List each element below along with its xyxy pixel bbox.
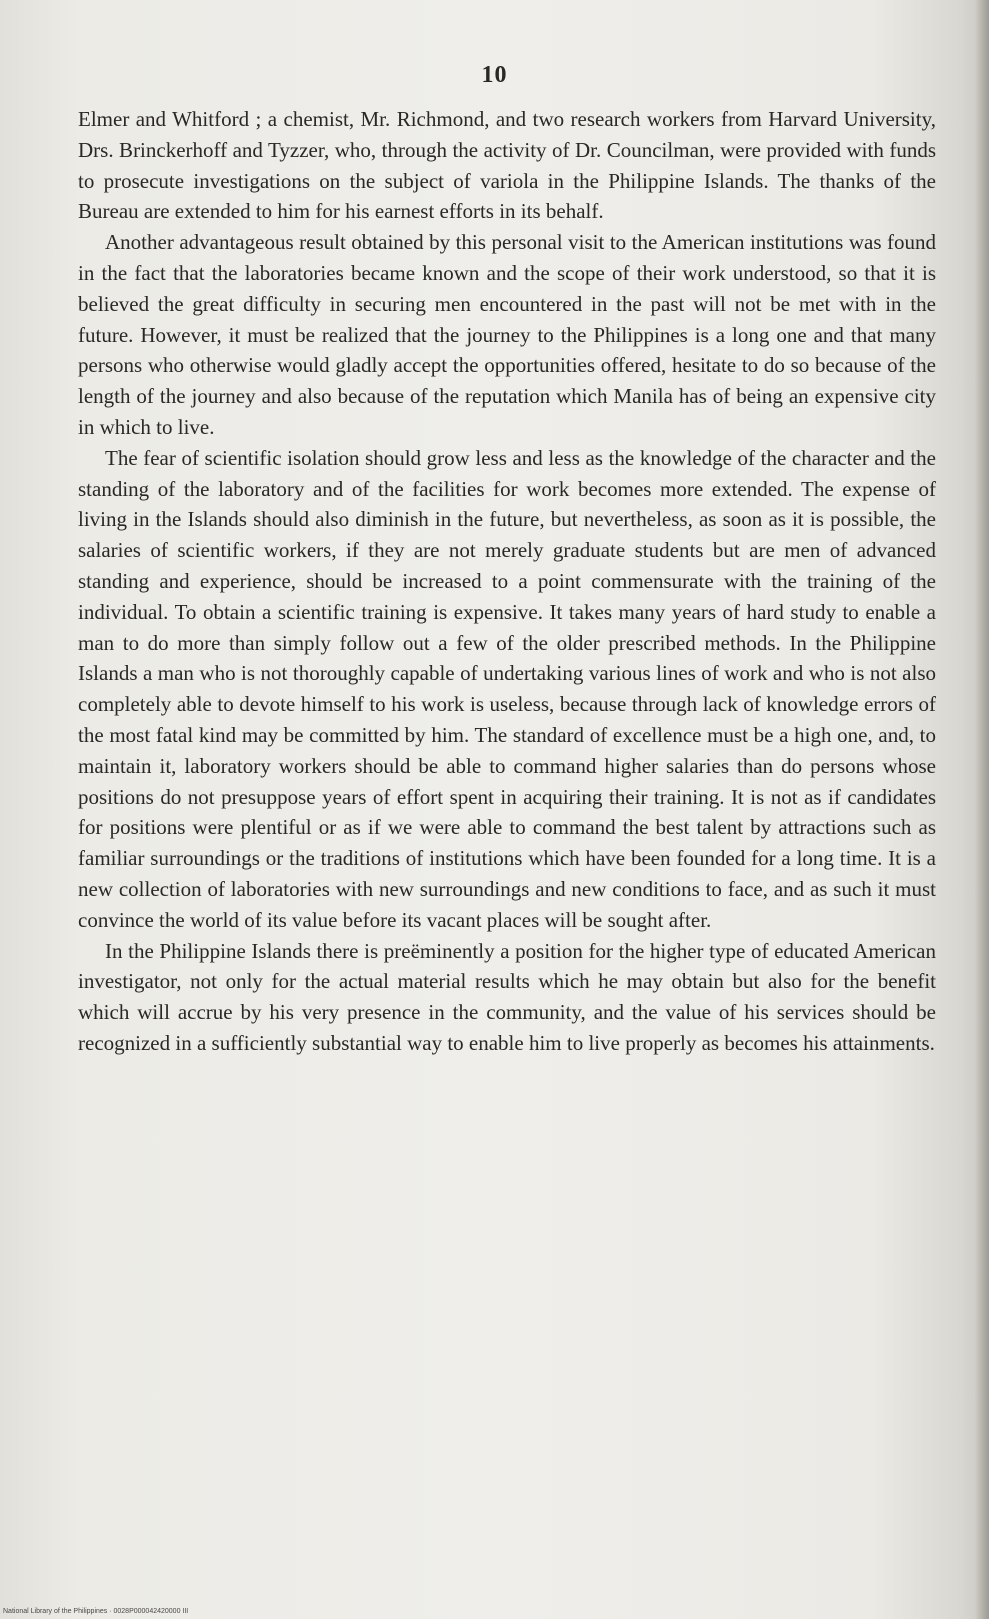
paragraph-2: Another advantageous result obtained by this personal visit to the American institutions was found in the fact that the laboratories became known and the scope of their work understood, so that it is believed the great difficulty in securing men encountered in the past will not be met with in the future. However, it must be realized that the journey to the Philippines is a long one and that many persons who otherwise would gladly accept the opportunities offered, hesitate to do so because of the length of the journey and also because of the reputation which Manila has of being an expensive city in which to live. xyxy=(78,230,936,439)
paragraph-3: The fear of scientific isolation should grow less and less as the knowledge of the character and the standing of the laboratory and of the facilities for work becomes more extended. The expense of living in the Islands should also diminish in the future, but nevertheless, as soon as it is possible, the salaries of scientific workers, if they are not merely graduate students but are men of advanced standing and experience, should be increased to a point commensurate with the training of the individual. To obtain a scientific training is expensive. It takes many years of hard study to enable a man to do more than simply follow out a few of the older prescribed methods. In the Philippine Islands a man who is not thoroughly capable of undertaking various lines of work and who is not also completely able to devote himself to his work is useless, because through lack of knowledge errors of the most fatal kind may be committed by him. The standard of excellence must be a high one, and, to maintain it, laboratory workers should be able to command higher salaries than do persons whose positions do not presuppose years of effort spent in acquiring their training. It is not as if candidates for positions were plentiful or as if we were able to command the best talent by attractions such as familiar surroundings or the traditions of institutions which have been founded for a long time. It is a new collection of laboratories with new surroundings and new conditions to face, and as such it must convince the world of its value before its vacant places will be sought after. xyxy=(78,445,936,932)
body-text xyxy=(78,104,936,1059)
paragraph-1: Elmer and Whitford ; a chemist, Mr. Richmond, and two research workers from Harvard University, Drs. Brinckerhoff and Tyzzer, who, through the activity of Dr. Councilman, were provided with funds to prosecute investigations on the subject of variola in the Philippine Islands. The thanks of the Bureau are extended to him for his earnest efforts in its behalf. xyxy=(78,107,936,224)
library-footer-stamp: National Library of the Philippines · 0028P000042420000 III xyxy=(3,1608,189,1615)
page-edge-shadow xyxy=(975,0,989,1619)
paragraph-4: In the Philippine Islands there is preëminently a position for the higher type of educated American investigator, not only for the actual material results which he may obtain but also for the benefit which will accrue by his very presence in the community, and the value of his services should be recognized in a sufficiently substantial way to enable him to live properly as becomes his attainments. xyxy=(78,938,936,1055)
page-number: 10 xyxy=(481,62,508,88)
